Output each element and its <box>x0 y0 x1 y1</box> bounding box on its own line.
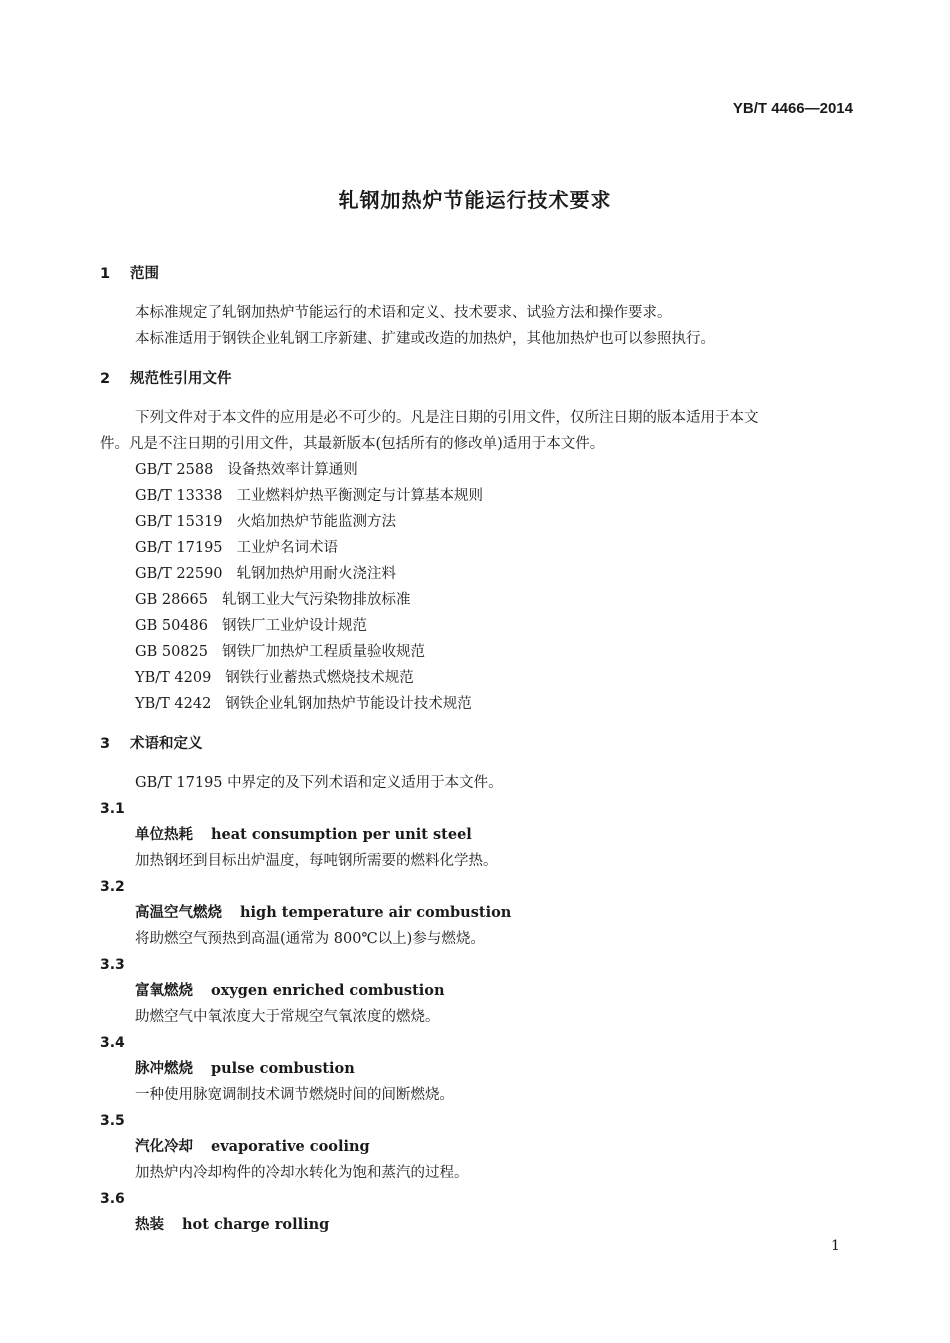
document-title: 轧钢加热炉节能运行技术要求 <box>338 188 612 212</box>
reference-code: GB/T 22590 <box>135 566 223 582</box>
term-entry <box>100 1212 855 1238</box>
paragraph-line: 下列文件对于本文件的应用是必不可少的。凡是注日期的引用文件，仅所注日期的版本适用于本文 <box>135 410 759 426</box>
reference-item <box>100 457 855 483</box>
reference-code: GB 50486 <box>135 618 208 634</box>
term-entry <box>100 822 855 848</box>
term-number: 3.1 <box>100 801 125 817</box>
section-title: 范围 <box>130 266 159 282</box>
section-title: 术语和定义 <box>130 736 203 752</box>
term-english: high temperature air combustion <box>240 904 512 921</box>
reference-code: GB/T 2588 <box>135 462 214 478</box>
reference-item <box>100 613 855 639</box>
reference-item <box>100 509 855 535</box>
term-definition: 加热钢坯到目标出炉温度，每吨钢所需要的燃料化学热。 <box>135 853 498 869</box>
reference-item <box>100 561 855 587</box>
reference-title: 工业燃料炉热平衡测定与计算基本规则 <box>236 488 484 504</box>
reference-list <box>100 457 855 717</box>
term-definition: 将助燃空气预热到高温(通常为 800℃以上)参与燃烧。 <box>135 931 485 947</box>
term-list <box>100 796 855 1238</box>
section-title: 规范性引用文件 <box>130 371 232 387</box>
section-heading-terms <box>100 731 855 757</box>
section-heading-normative-references <box>100 366 855 392</box>
reference-code: GB 28665 <box>135 592 208 608</box>
reference-item <box>100 587 855 613</box>
reference-title: 钢铁厂工业炉设计规范 <box>221 618 367 634</box>
reference-item <box>100 483 855 509</box>
term-english: heat consumption per unit steel <box>211 826 472 843</box>
reference-title: 设备热效率计算通则 <box>227 462 358 478</box>
paragraph-line: 件。凡是不注日期的引用文件，其最新版本(包括所有的修改单)适用于本文件。 <box>100 436 605 452</box>
reference-title: 轧钢加热炉用耐火浇注料 <box>236 566 397 582</box>
term-number: 3.5 <box>100 1113 125 1129</box>
paragraph: GB/T 17195 中界定的及下列术语和定义适用于本文件。 <box>135 775 503 791</box>
term-number: 3.4 <box>100 1035 125 1051</box>
term-chinese: 富氧燃烧 <box>135 983 193 999</box>
reference-item <box>100 535 855 561</box>
reference-item <box>100 691 855 717</box>
term-english: hot charge rolling <box>182 1216 330 1233</box>
term-number: 3.3 <box>100 957 125 973</box>
term-chinese: 高温空气燃烧 <box>135 905 222 921</box>
term-english: pulse combustion <box>211 1060 355 1077</box>
reference-title: 工业炉名词术语 <box>236 540 339 556</box>
reference-code: GB/T 13338 <box>135 488 223 504</box>
reference-title: 火焰加热炉节能监测方法 <box>236 514 397 530</box>
reference-code: GB 50825 <box>135 644 208 660</box>
term-chinese: 脉冲燃烧 <box>135 1061 193 1077</box>
reference-title: 轧钢工业大气污染物排放标准 <box>221 592 411 608</box>
term-chinese: 热装 <box>135 1217 164 1233</box>
reference-title: 钢铁厂加热炉工程质量验收规范 <box>221 644 425 660</box>
reference-code: YB/T 4242 <box>135 696 212 712</box>
section-number: 3 <box>100 736 111 752</box>
paragraph: 本标准规定了轧钢加热炉节能运行的术语和定义、技术要求、试验方法和操作要求。 <box>135 305 672 321</box>
reference-title: 钢铁企业轧钢加热炉节能设计技术规范 <box>225 696 472 712</box>
term-chinese: 单位热耗 <box>135 827 193 843</box>
term-number: 3.6 <box>100 1191 125 1207</box>
reference-title: 钢铁行业蓄热式燃烧技术规范 <box>225 670 414 686</box>
term-english: oxygen enriched combustion <box>211 982 445 999</box>
reference-item <box>100 665 855 691</box>
document-body <box>100 261 855 1238</box>
reference-code: GB/T 15319 <box>135 514 223 530</box>
standard-number: YB/T 4466—2014 <box>732 100 853 117</box>
reference-code: GB/T 17195 <box>135 540 223 556</box>
section-number: 1 <box>100 266 111 282</box>
term-definition: 加热炉内冷却构件的冷却水转化为饱和蒸汽的过程。 <box>135 1165 469 1181</box>
term-definition: 助燃空气中氧浓度大于常规空气氧浓度的燃烧。 <box>135 1009 440 1025</box>
term-english: evaporative cooling <box>211 1138 370 1155</box>
term-number: 3.2 <box>100 879 125 895</box>
term-chinese: 汽化冷却 <box>135 1139 193 1155</box>
term-entry <box>100 1134 855 1160</box>
reference-item <box>100 639 855 665</box>
term-entry <box>100 900 855 926</box>
section-number: 2 <box>100 371 111 387</box>
term-entry <box>100 978 855 1004</box>
reference-code: YB/T 4209 <box>135 670 212 686</box>
section-heading-scope <box>100 261 855 287</box>
paragraph: 本标准适用于钢铁企业轧钢工序新建、扩建或改造的加热炉，其他加热炉也可以参照执行。 <box>135 331 715 347</box>
term-definition: 一种使用脉宽调制技术调节燃烧时间的间断燃烧。 <box>135 1087 454 1103</box>
page-number: 1 <box>831 1238 840 1254</box>
term-entry <box>100 1056 855 1082</box>
